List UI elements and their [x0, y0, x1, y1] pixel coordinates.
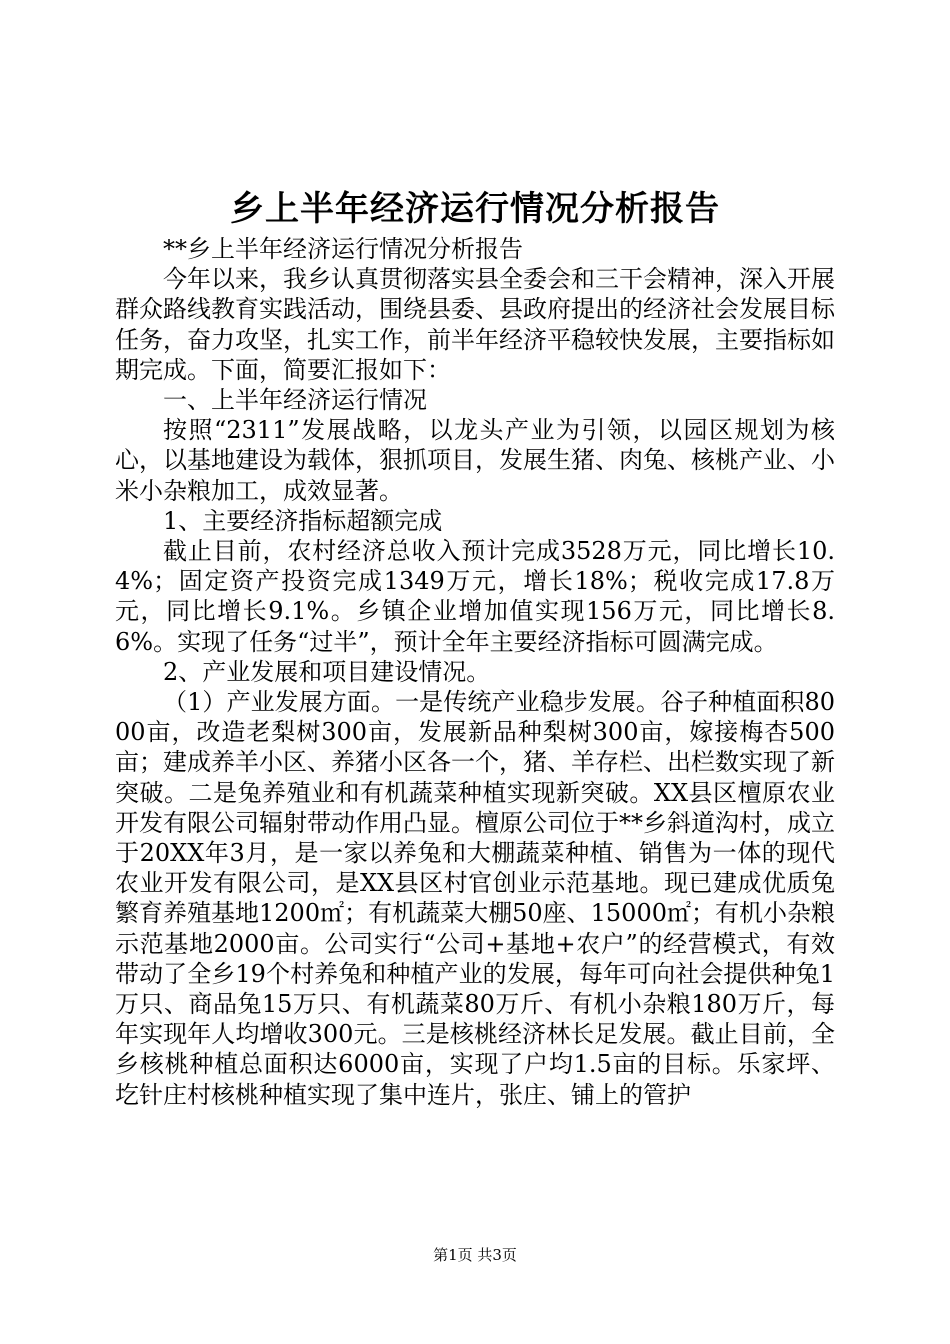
- subsection-heading-2: 2、产业发展和项目建设情况。: [163, 657, 491, 686]
- subsection-heading-1: 1、主要经济指标超额完成: [163, 506, 443, 535]
- paragraph-industry: （1）产业发展方面。一是传统产业稳步发展。谷子种植面积8000亩，改造老梨树300亩，发展新品种梨树300亩，嫁接梅杏500亩；建成养羊小区、养猪小区各一个，猪、羊存栏、出栏数实现了新突破。二是兔养殖业和有机蔬菜种植实现新突破。XX县区檀原农业开发有限公司辐射带动作用凸显。檀原公司位于**乡斜道沟村，成立于20XX年3月，是一家以养兔和大棚蔬菜种植、销售为一体的现代农业开发有限公司，是XX县区村官创业示范基地。现已建成优质兔繁育养殖基地1200㎡；有机蔬菜大棚50座、15000㎡；有机小杂粮示范基地2000亩。公司实行“公司+基地+农户”的经营模式，有效带动了全乡19个村养兔和种植产业的发展，每年可向社会提供种兔1万只、商品兔15万只、有机蔬菜80万斤、有机小杂粮180万斤，每年实现年人均增收300元。三是核桃经济林长足发展。截止目前，全乡核桃种植总面积达6000亩，实现了户均1.5亩的目标。乐家坪、圪针庄村核桃种植实现了集中连片，张庄、铺上的管护: [115, 688, 835, 1109]
- paragraph-strategy: 按照“2311”发展战略，以龙头产业为引领，以园区规划为核心，以基地建设为载体，狠抓项目，发展生猪、肉兔、核桃产业、小米小杂粮加工，成效显著。: [115, 416, 835, 505]
- section-heading-1: 一、上半年经济运行情况: [163, 386, 427, 415]
- page-footer: 第1页 共3页: [433, 1246, 517, 1264]
- paragraph-intro: 今年以来，我乡认真贯彻落实县全委会和三干会精神，深入开展群众路线教育实践活动，围绕县委、县政府提出的经济社会发展目标任务，奋力攻坚，扎实工作，前半年经济平稳较快发展，主要指标如期完成。下面，简要汇报如下：: [115, 265, 835, 384]
- paragraph-indicators: 截止目前，农村经济总收入预计完成3528万元，同比增长10.4%；固定资产投资完成1349万元，增长18%；税收完成17.8万元，同比增长9.1%。乡镇企业增加值实现156万元，同比增长8.6%。实现了任务“过半”，预计全年主要经济指标可圆满完成。: [115, 537, 835, 656]
- document-body: [115, 234, 835, 1110]
- paragraph-subtitle: **乡上半年经济运行情况分析报告: [163, 235, 523, 263]
- document-title: 乡上半年经济运行情况分析报告: [230, 189, 720, 229]
